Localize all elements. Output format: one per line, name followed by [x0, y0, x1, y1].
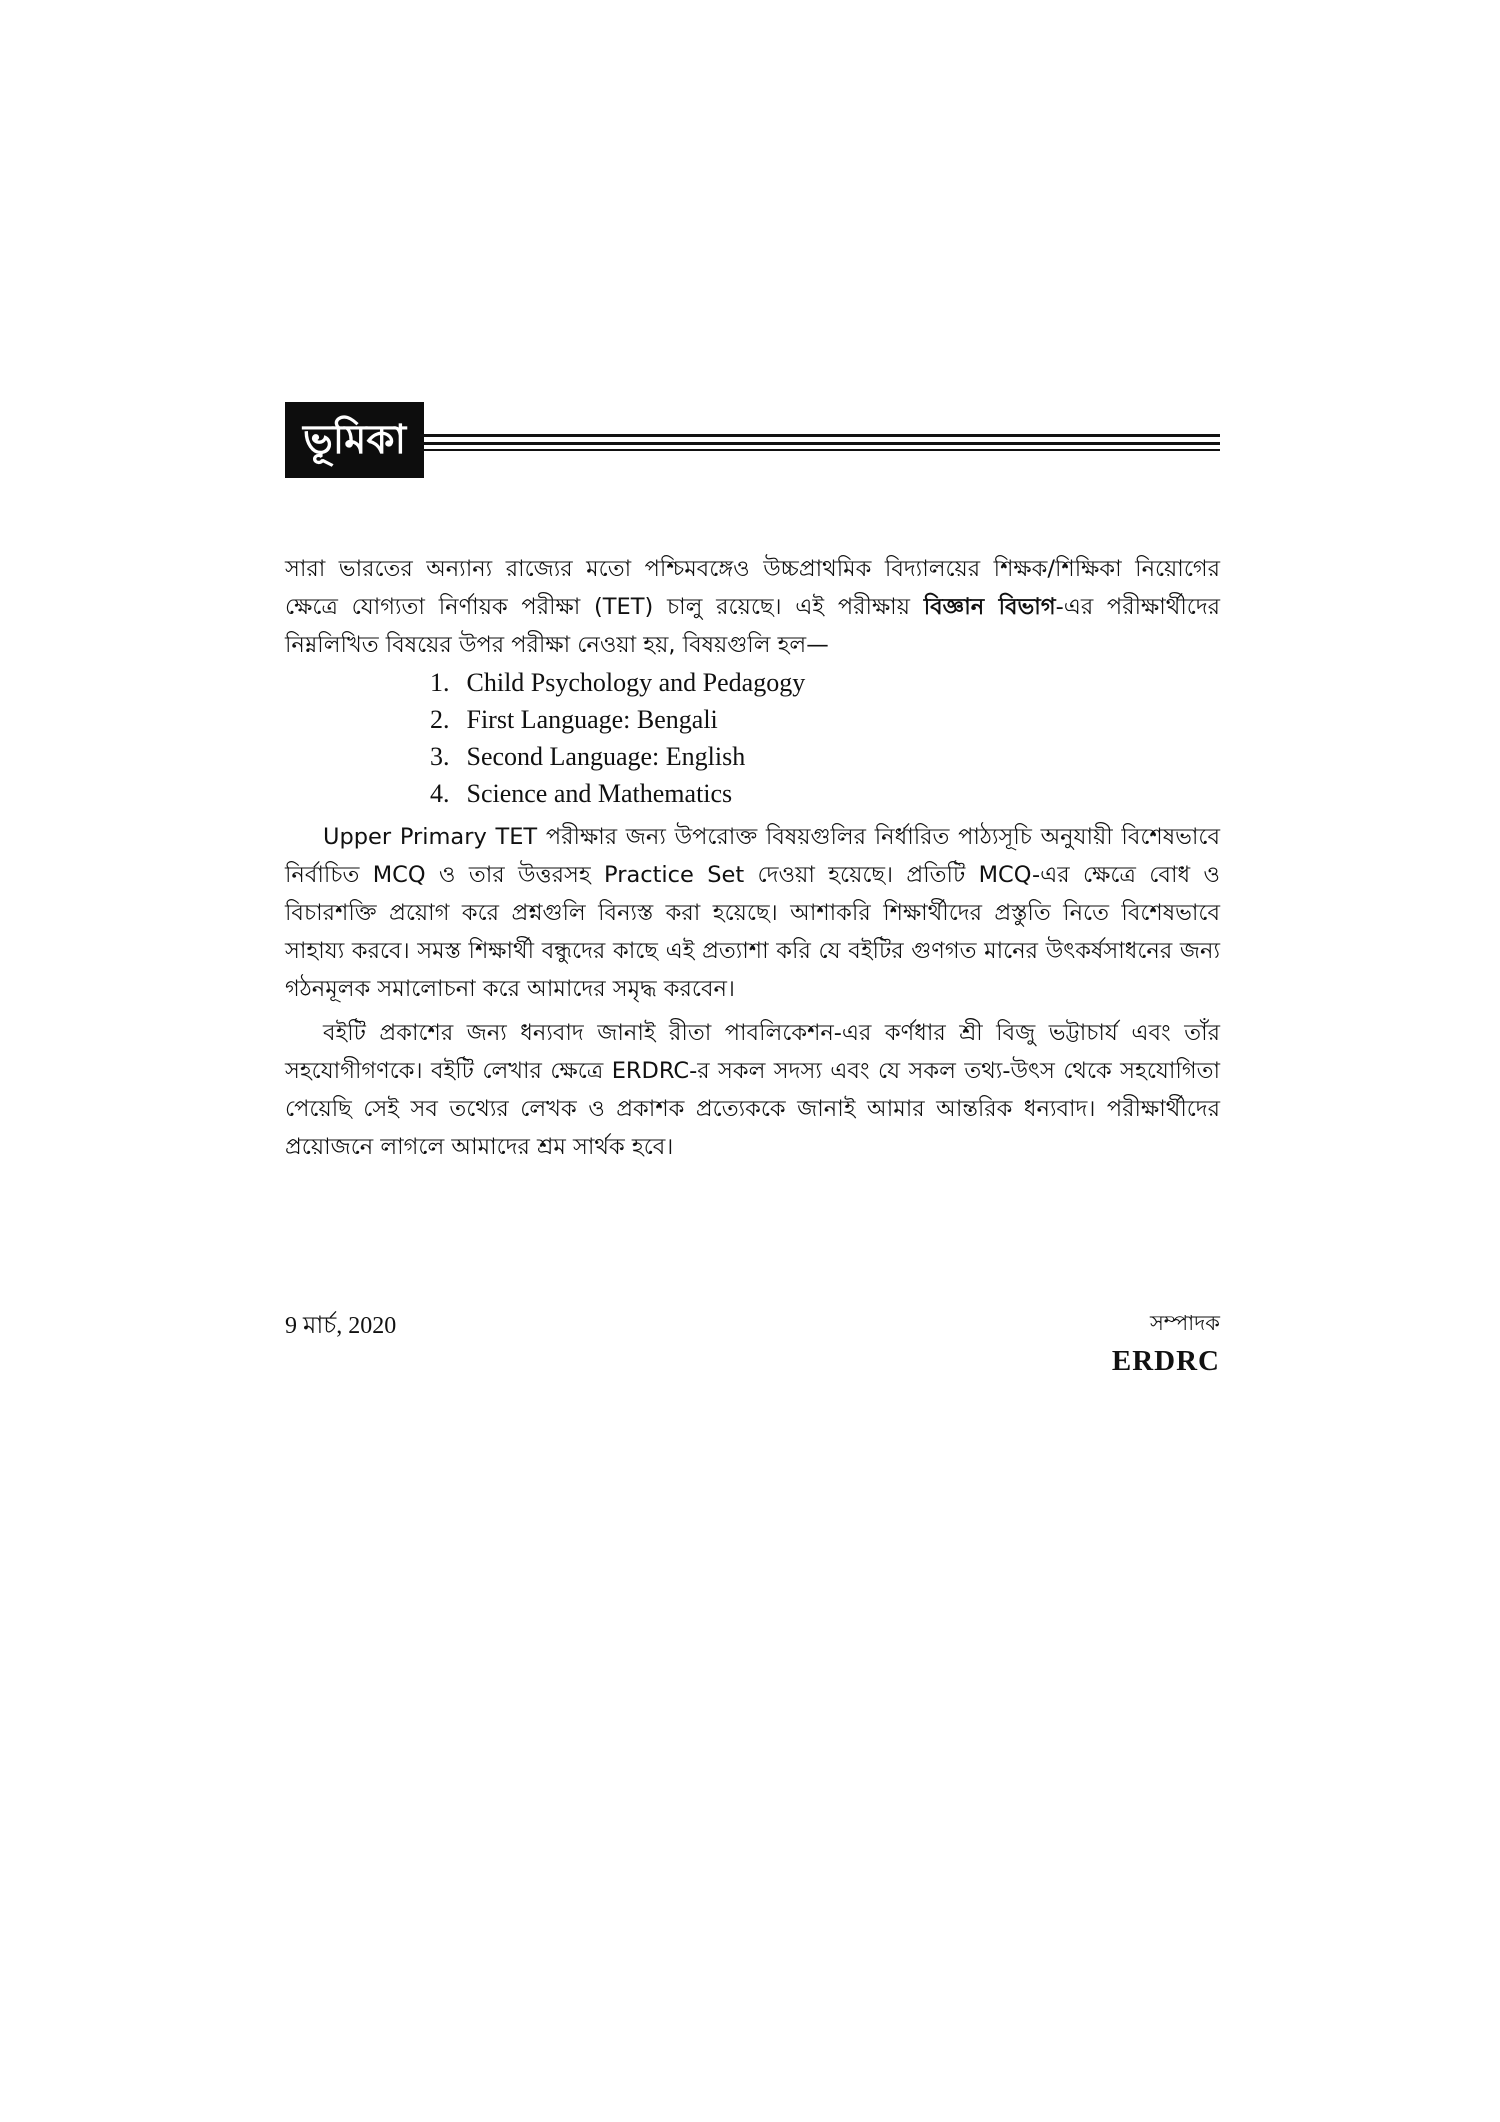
header-rule — [420, 442, 1220, 445]
list-item — [430, 775, 1220, 812]
list-number: 1. — [430, 668, 450, 697]
intro-paragraph — [285, 550, 1220, 664]
editor-label: সম্পাদক — [1149, 1311, 1220, 1335]
intro-text-start: সারা ভারতের অন্যান্য রাজ্যের মতো পশ্চিমবঙ্গেও উচ্চপ্রাথমিক বিদ্যালয়ের শিক্ষক/শিক্ষিকা নিয়োগের ক্ষেত্রে যোগ্যতা নির্ণায়ক পরীক্ষা (TET) চালু রয়েছে। এই পরীক্ষায় — [285, 556, 1220, 620]
header-rule — [420, 434, 1220, 437]
list-item — [430, 664, 1220, 701]
list-label: Second Language: English — [466, 742, 746, 771]
list-item — [430, 738, 1220, 775]
date: 9 মার্চ, 2020 — [285, 1313, 397, 1339]
list-number: 4. — [430, 779, 450, 808]
section-header — [285, 402, 1220, 478]
list-label: Science and Mathematics — [466, 779, 733, 808]
header-rule — [420, 449, 1220, 451]
list-label: First Language: Bengali — [466, 705, 718, 734]
list-number: 3. — [430, 742, 450, 771]
paragraph-practice-set: Upper Primary TET পরীক্ষার জন্য উপরোক্ত বিষয়গুলির নির্ধারিত পাঠ্যসূচি অনুযায়ী বিশেষভাবে নির্বাচিত MCQ ও তার উত্তরসহ Practice Set দেওয়া হয়েছে। প্রতিটি MCQ-এর ক্ষেত্রে বোধ ও বিচারশক্তি প্রয়োগ করে প্রশ্নগুলি বিন্যস্ত করা হয়েছে। আশাকরি শিক্ষার্থীদের প্রস্তুতি নিতে বিশেষভাবে সাহায্য করবে। সমস্ত শিক্ষার্থী বন্ধুদের কাছে এই প্রত্যাশা করি যে বইটির গুণগত মানের উৎকর্ষসাধনের জন্য গঠনমূলক সমালোচনা করে আমাদের সমৃদ্ধ করবেন। — [285, 824, 1220, 1002]
organization-name: ERDRC — [1111, 1345, 1220, 1377]
list-number: 2. — [430, 705, 450, 734]
page-title: ভূমিকা — [285, 402, 424, 478]
paragraph-acknowledgement: বইটি প্রকাশের জন্য ধন্যবাদ জানাই রীতা পাবলিকেশন-এর কর্ণধার শ্রী বিজু ভট্টাচার্য এবং তাঁর সহযোগীগণকে। বইটি লেখার ক্ষেত্রে ERDRC-র সকল সদস্য এবং যে সকল তথ্য-উৎস থেকে সহযোগিতা পেয়েছি সেই সব তথ্যের লেখক ও প্রকাশক প্রত্যেককে জানাই আমার আন্তরিক ধন্যবাদ। পরীক্ষার্থীদের প্রয়োজনে লাগলে আমাদের শ্রম সার্থক হবে। — [285, 1020, 1220, 1160]
subject-list — [285, 664, 1220, 812]
intro-emphasis: বিজ্ঞান বিভাগ — [923, 594, 1056, 620]
list-label: Child Psychology and Pedagogy — [466, 668, 806, 697]
preface-body — [285, 550, 1220, 1166]
intro-text-end: -এর পরীক্ষার্থীদের নিম্নলিখিত বিষয়ের উপর পরীক্ষা নেওয়া হয়, বিষয়গুলি হল— — [285, 594, 1221, 658]
list-item — [430, 701, 1220, 738]
